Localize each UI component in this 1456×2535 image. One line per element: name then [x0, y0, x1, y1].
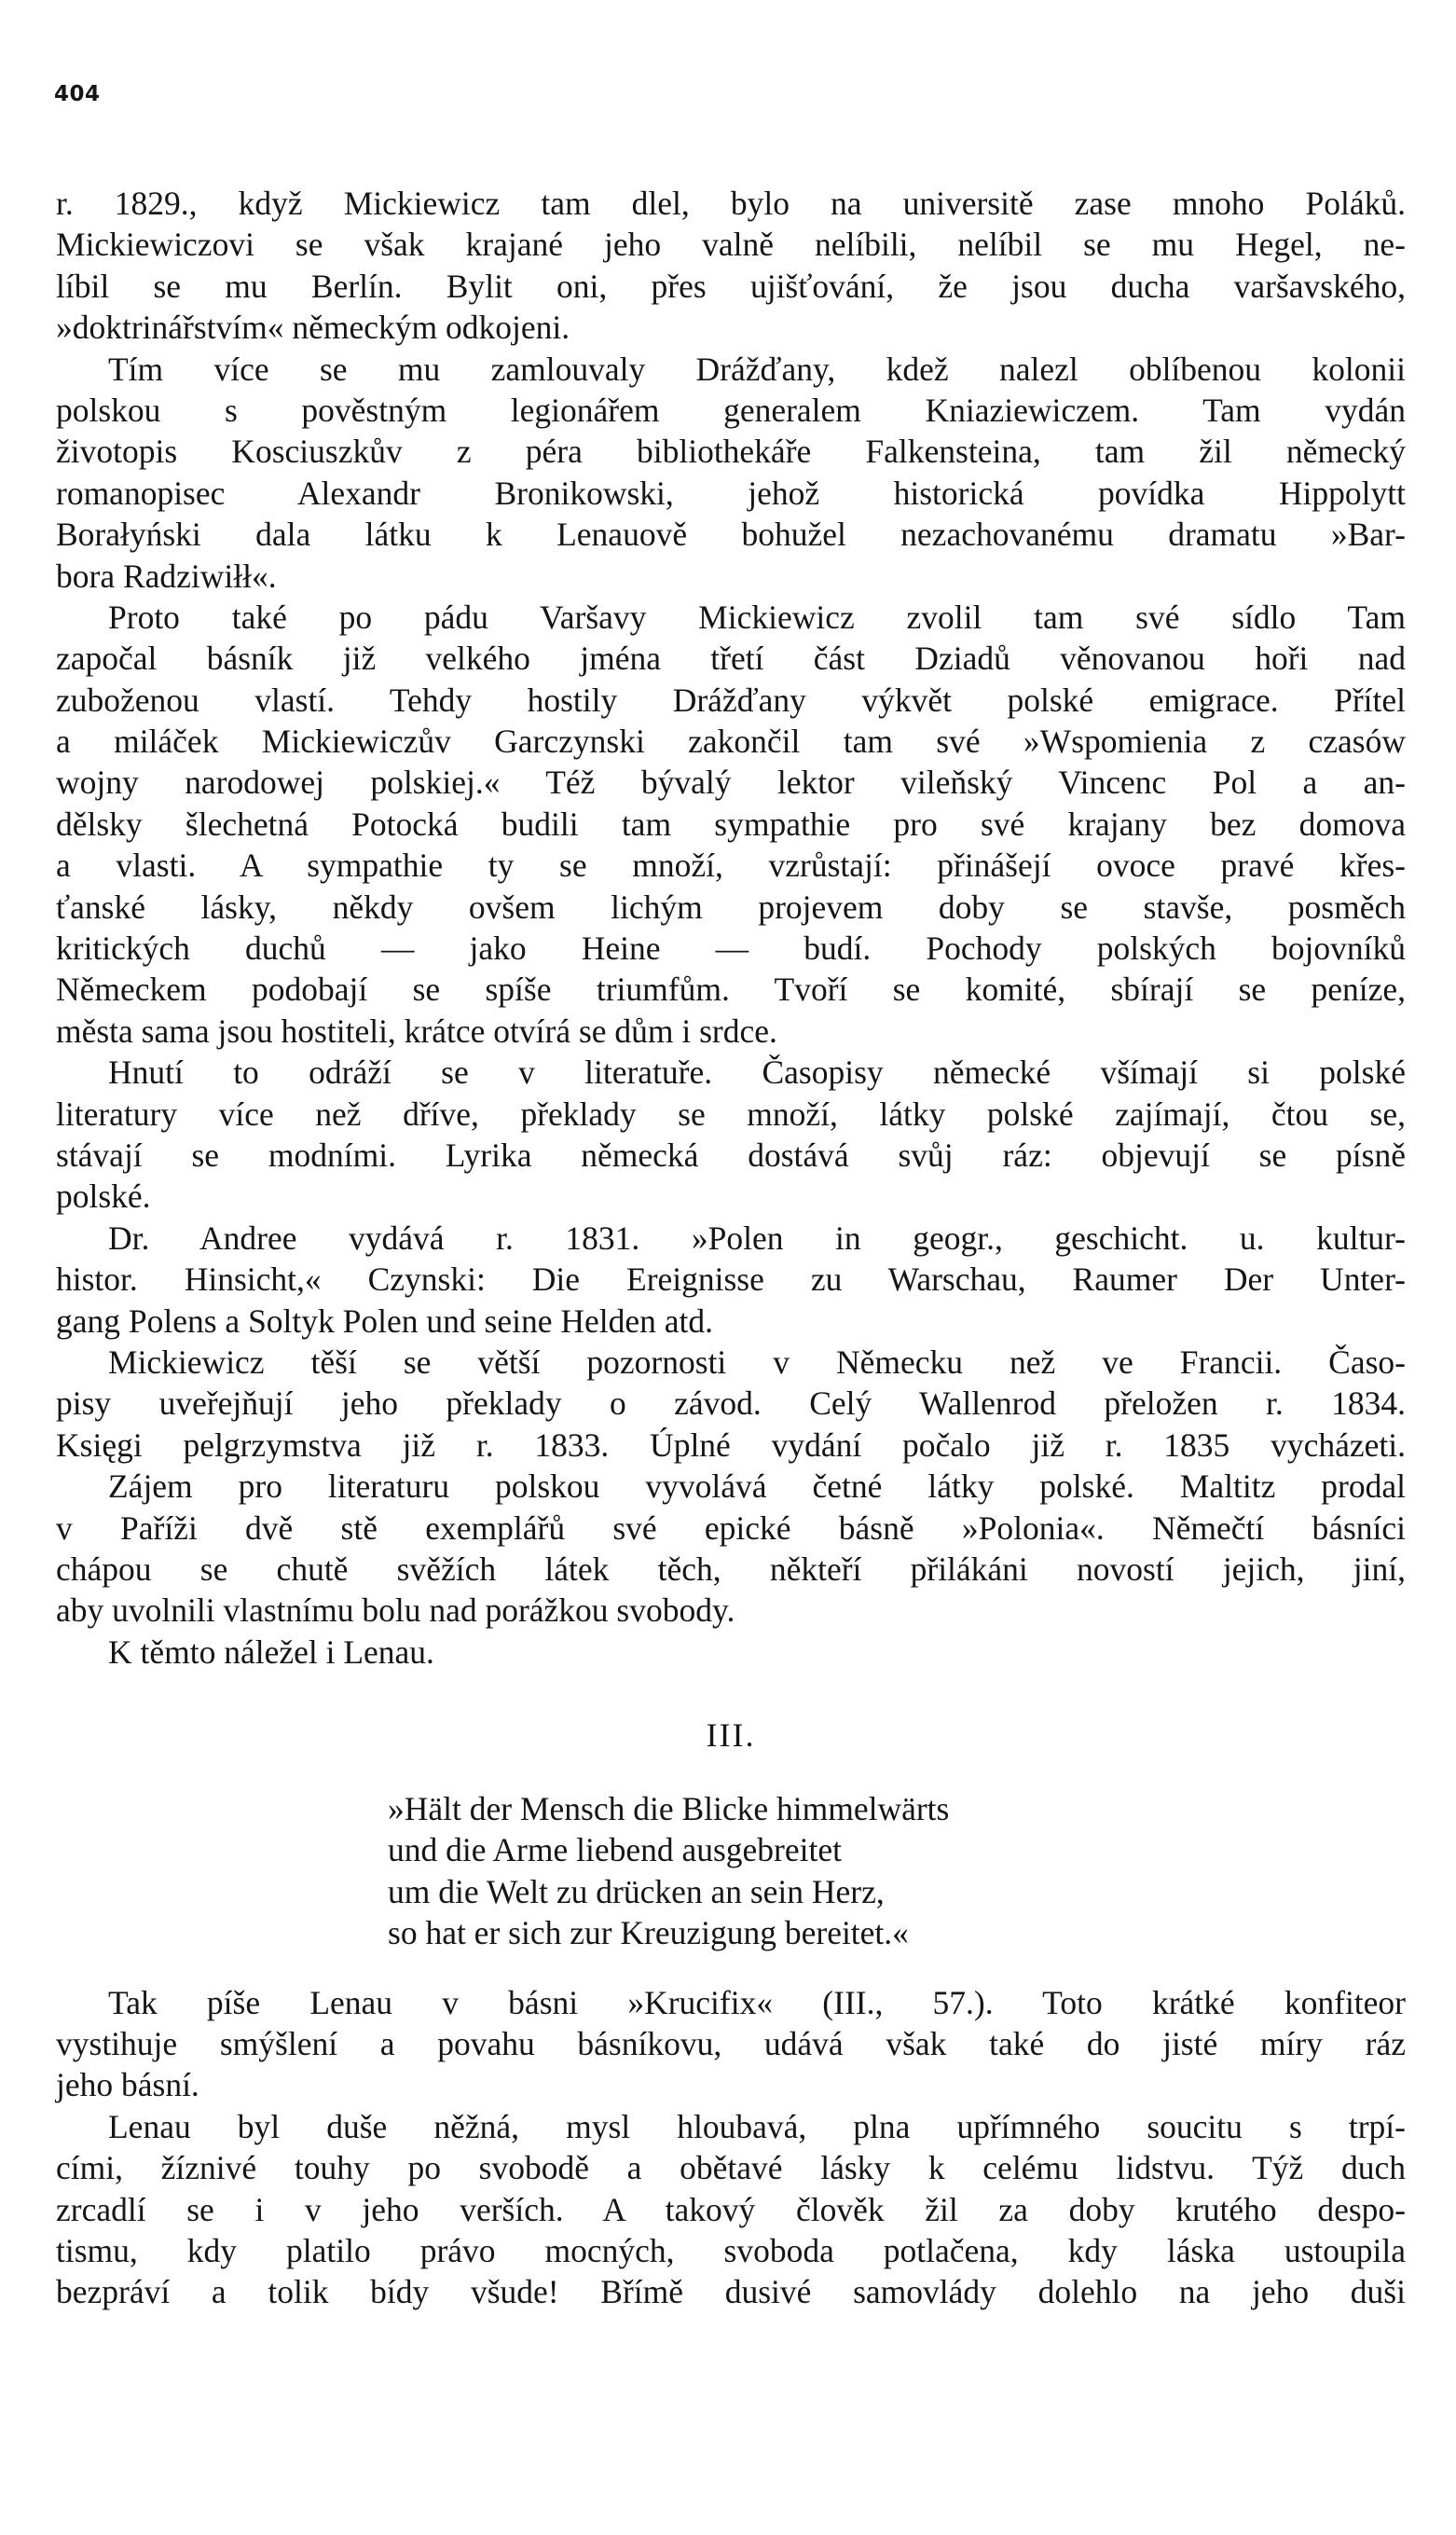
text-line: Proto také po pádu Varšavy Mickiewicz zvolil tam své sídlo Tam	[108, 598, 1406, 636]
text-line: Tím více se mu zamlouvaly Drážďany, kdež nalezl oblíbenou kolonii	[108, 350, 1406, 388]
text-line: gang Polens a Soltyk Polen und seine Helden atd.	[56, 1302, 713, 1340]
text-line: r. 1829., když Mickiewicz tam dlel, bylo na universitě zase mnoho Poláků.	[56, 185, 1406, 222]
text-line: jeho básní.	[56, 2066, 199, 2104]
text-line: romanopisec Alexandr Bronikowski, jehož historická povídka Hippolytt	[56, 474, 1406, 512]
text-line: v Paříži dvě stě exemplářů své epické básně »Polonia«. Němečtí básníci	[56, 1509, 1406, 1547]
text-line: stávají se modními. Lyrika německá dostává svůj ráz: objevují se písně	[56, 1136, 1406, 1174]
text-line: aby uvolnili vlastnímu bolu nad porážkou svobody.	[56, 1591, 735, 1630]
text-line: tismu, kdy platilo právo mocných, svoboda potlačena, kdy láska ustoupila	[56, 2231, 1406, 2269]
text-line: histor. Hinsicht,« Czynski: Die Ereignisse zu Warschau, Raumer Der Unter-	[56, 1261, 1406, 1299]
text-line: dělsky šlechetná Potocká budili tam sympathie pro své krajany bez domova	[56, 805, 1406, 843]
text-line: životopis Kosciuszkův z péra bibliothekáře Falkensteina, tam žil německý	[56, 433, 1406, 471]
text-line: líbil se mu Berlín. Bylit oni, přes ujišťování, že jsou ducha varšavského,	[56, 267, 1406, 305]
text-line: zrcadlí se i v jeho verších. A takový člověk žil za doby krutého despo-	[56, 2190, 1406, 2228]
poem-line: um die Welt zu drücken an sein Herz,	[388, 1872, 885, 1910]
text-line: polskou s pověstným legionářem generalem Kniaziewiczem. Tam vydán	[56, 391, 1406, 429]
text-line: Mickiewicz těší se větší pozornosti v Německu než ve Francii. Časo-	[108, 1343, 1406, 1381]
text-line: literatury více než dříve, překlady se množí, látky polské zajímají, čtou se,	[56, 1095, 1406, 1133]
text-block-after-section	[56, 1982, 1406, 2313]
text-line: Dr. Andree vydává r. 1831. »Polen in geogr., geschicht. u. kultur-	[108, 1219, 1406, 1257]
text-line: Hnutí to odráží se v literatuře. Časopisy německé všímají si polské	[108, 1054, 1406, 1092]
text-line: města sama jsou hostiteli, krátce otvírá se dům i srdce.	[56, 1012, 777, 1050]
text-line: wojny narodowej polskiej.« Též bývalý lektor vileňský Vincenc Pol a an-	[56, 764, 1406, 802]
text-line: Lenau byl duše něžná, mysl hloubavá, plna upřímného soucitu s trpí-	[108, 2107, 1406, 2145]
text-line: cími, žíznivé touhy po svobodě a obětavé lásky k celému lidstvu. Týž duch	[56, 2149, 1406, 2187]
text-line: Borałyński dala látku k Lenauově bohužel nezachovanému dramatu »Bar-	[56, 516, 1406, 554]
text-block-before-section	[56, 183, 1406, 1673]
text-line: Mickiewiczovi se však krajané jeho valně nelíbili, nelíbil se mu Hegel, ne-	[56, 226, 1406, 264]
text-line: a vlasti. A sympathie ty se množí, vzrůstají: přinášejí ovoce pravé křes-	[56, 847, 1406, 885]
text-line: »doktrinářstvím« německým odkojeni.	[56, 309, 570, 347]
text-line: ťanské lásky, někdy ovšem lichým projevem doby se stavše, posměch	[56, 888, 1406, 926]
text-line: chápou se chutě svěžích látek těch, někteří přilákáni novostí jejich, jiní,	[56, 1550, 1406, 1588]
text-line: započal básník již velkého jména třetí část Dziadů věnovanou hoři nad	[56, 640, 1406, 678]
body-text	[56, 183, 1406, 2313]
text-line: Zájem pro literaturu polskou vyvolává četné látky polské. Maltitz prodal	[108, 1467, 1406, 1506]
text-line: bora Radziwiłł«.	[56, 557, 277, 595]
poem-line: »Hält der Mensch die Blicke himmelwärts	[388, 1790, 950, 1828]
text-line: vystihuje smýšlení a povahu básníkovu, udává však také do jisté míry ráz	[56, 2025, 1406, 2063]
page-number: 404	[54, 82, 101, 106]
text-line: pisy uveřejňují jeho překlady o závod. Celý Wallenrod přeložen r. 1834.	[56, 1385, 1406, 1423]
text-line: Księgi pelgrzymstva již r. 1833. Úplné vydání počalo již r. 1835 vycházeti.	[56, 1426, 1406, 1464]
text-line: zuboženou vlastí. Tehdy hostily Drážďany výkvět polské emigrace. Přítel	[56, 681, 1406, 719]
poem-line: und die Arme liebend ausgebreitet	[388, 1831, 842, 1869]
text-line: bezpráví a tolik bídy všude! Břímě dusivé samovlády dolehlo na jeho duši	[56, 2273, 1406, 2311]
text-line: kritických duchů — jako Heine — budí. Pochody polských bojovníků	[56, 930, 1406, 968]
text-line: polské.	[56, 1178, 151, 1216]
section-heading: III.	[706, 1716, 756, 1755]
text-line: Tak píše Lenau v básni »Krucifix« (III., 57.). Toto krátké konfiteor	[108, 1983, 1406, 2021]
text-line: K těmto náležel i Lenau.	[108, 1633, 434, 1671]
text-line: Německem podobají se spíše triumfům. Tvoří se komité, sbírají se peníze,	[56, 971, 1406, 1009]
poem-quote	[388, 1788, 1406, 1954]
poem-line: so hat er sich zur Kreuzigung bereitet.«	[388, 1914, 909, 1952]
text-line: a miláček Mickiewiczův Garczynski zakončil tam své »Wspomienia z czasów	[56, 723, 1406, 761]
